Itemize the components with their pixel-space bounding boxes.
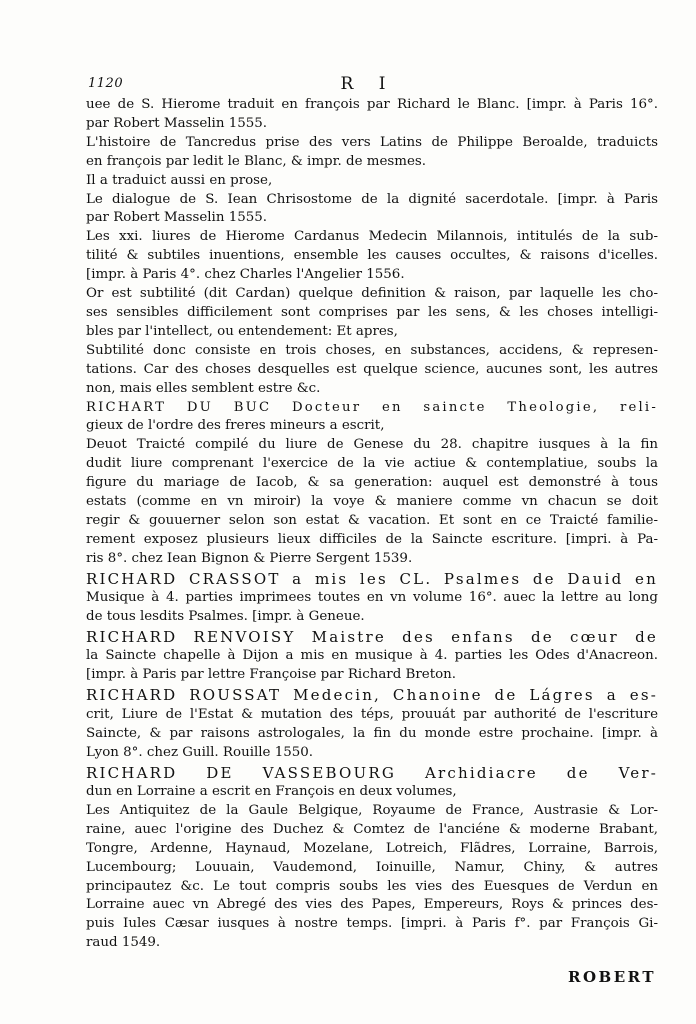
text-line: Lorraine auec vn Abregé des vies des Papes, Empereurs, Roys & princes des- <box>86 897 658 913</box>
text-line: tations. Car des choses desquelles est quelque science, aucunes sont, les autres <box>86 361 658 377</box>
text-line: tilité & subtiles inuentions, ensemble les causes occultes, & raisons d'icelles. <box>86 248 658 264</box>
text-line: uee de S. Hierome traduit en françois par Richard le Blanc. [impr. à Paris 16°. <box>86 97 658 112</box>
text-line: par Robert Masselin 1555. <box>86 210 268 226</box>
text-line: Deuot Traicté compilé du liure de Genese du 28. chapitre iusques à la fin <box>86 437 658 453</box>
text-line: Musique à 4. parties imprimees toutes en vn volume 16°. auec la lettre au long <box>86 590 658 606</box>
text-line: estats (comme en vn miroir) la voye & maniere comme vn chacun se doit <box>86 494 658 510</box>
text-line: par Robert Masselin 1555. <box>86 115 268 131</box>
text-line: en françois par ledit le Blanc, & impr. de mesmes. <box>86 153 427 169</box>
text-line: dun en Lorraine a escrit en François en deux volumes, <box>86 784 457 799</box>
text-line: crit, Liure de l'Estat & mutation des téps, prouuát par authorité de l'escriture <box>86 706 658 722</box>
text-line: RICHARD ROUSSAT Medecin, Chanoine de Lágres a es- <box>86 686 658 705</box>
text-line: [impr. à Paris 4°. chez Charles l'Angelier 1556. <box>86 267 405 283</box>
text-line: Subtilité donc consiste en trois choses, en substances, accidens, & represen- <box>86 342 658 358</box>
text-line: regir & gouuerner selon son estat & vacation. Et sont en ce Traicté familie- <box>86 512 658 528</box>
text-line: RICHARD CRASSOT a mis les CL. Psalmes de Dauid en <box>86 569 658 588</box>
text-line: [impr. à Paris par lettre Françoise par Richard Breton. <box>86 667 457 683</box>
text-line: Tongre, Ardenne, Haynaud, Mozelane, Lotreich, Flãdres, Lorraine, Barrois, <box>86 840 658 856</box>
text-line: principautez &c. Le tout compris soubs les vies des Euesques de Verdun en <box>86 878 658 894</box>
text-line: dudit liure comprenant l'exercice de la vie actiue & contemplatiue, soubs la <box>86 456 658 472</box>
text-line: non, mais elles semblent estre &c. <box>86 380 321 396</box>
text-line: bles par l'intellect, ou entendement: Et apres, <box>86 323 398 339</box>
text-line: RICHARD RENVOISY Maistre des enfans de cœur de <box>86 627 658 646</box>
text-line: ses sensibles difficilement sont comprises par les sens, & les choses intelligi- <box>86 304 658 320</box>
text-line: RICHARD DE VASSEBOURG Archidiacre de Ver- <box>86 763 658 782</box>
text-line: gieux de l'ordre des freres mineurs a escrit, <box>86 418 385 434</box>
text-line: ris 8°. chez Iean Bignon & Pierre Sergent 1539. <box>86 550 413 566</box>
text-line: raine, auec l'origine des Duchez & Comtez de l'anciéne & moderne Brabant, <box>86 821 658 837</box>
page-number: 1120 <box>88 76 124 91</box>
text-line: Les Antiquitez de la Gaule Belgique, Royaume de France, Austrasie & Lor- <box>86 802 658 818</box>
page-header <box>88 74 648 98</box>
text-line: la Saincte chapelle à Dijon a mis en musique à 4. parties les Odes d'Anacreon. <box>86 648 658 664</box>
text-line: figure du mariage de Iacob, & sa generation: auquel est demonstré à tous <box>86 475 658 491</box>
text-line: Or est subtilité (dit Cardan) quelque definition & raison, par laquelle les cho- <box>86 286 658 302</box>
body-text <box>86 96 658 953</box>
text-line: Le dialogue de S. Iean Chrisostome de la dignité sacerdotale. [impr. à Paris <box>86 191 658 207</box>
text-line: Les xxi. liures de Hierome Cardanus Medecin Milannois, intitulés de la sub- <box>86 229 658 245</box>
text-line: raud 1549. <box>86 935 161 951</box>
text-line: Lyon 8°. chez Guill. Rouille 1550. <box>86 744 314 760</box>
text-line: Il a traduict aussi en prose, <box>86 172 273 188</box>
text-line: puis Iules Cæsar iusques à nostre temps. [impri. à Paris f°. par François Gi- <box>86 916 658 932</box>
text-line: Lucembourg; Louuain, Vaudemond, Ioinuille, Namur, Chiny, & autres <box>86 859 658 875</box>
text-line: Saincte, & par raisons astrologales, la fin du monde estre prochaine. [impr. à <box>86 725 658 741</box>
text-line: L'histoire de Tancredus prise des vers Latins de Philippe Beroalde, traduicts <box>86 134 658 150</box>
text-line: de tous lesdits Psalmes. [impr. à Geneue. <box>86 609 365 625</box>
catchword: ROBERT <box>567 968 656 986</box>
text-line: RICHART DU BUC Docteur en saincte Theologie, reli- <box>86 399 658 415</box>
running-head: R I <box>340 74 396 94</box>
text-line: rement exposez plusieurs lieux difficiles de la Saincte escriture. [impri. à Pa- <box>86 531 658 547</box>
